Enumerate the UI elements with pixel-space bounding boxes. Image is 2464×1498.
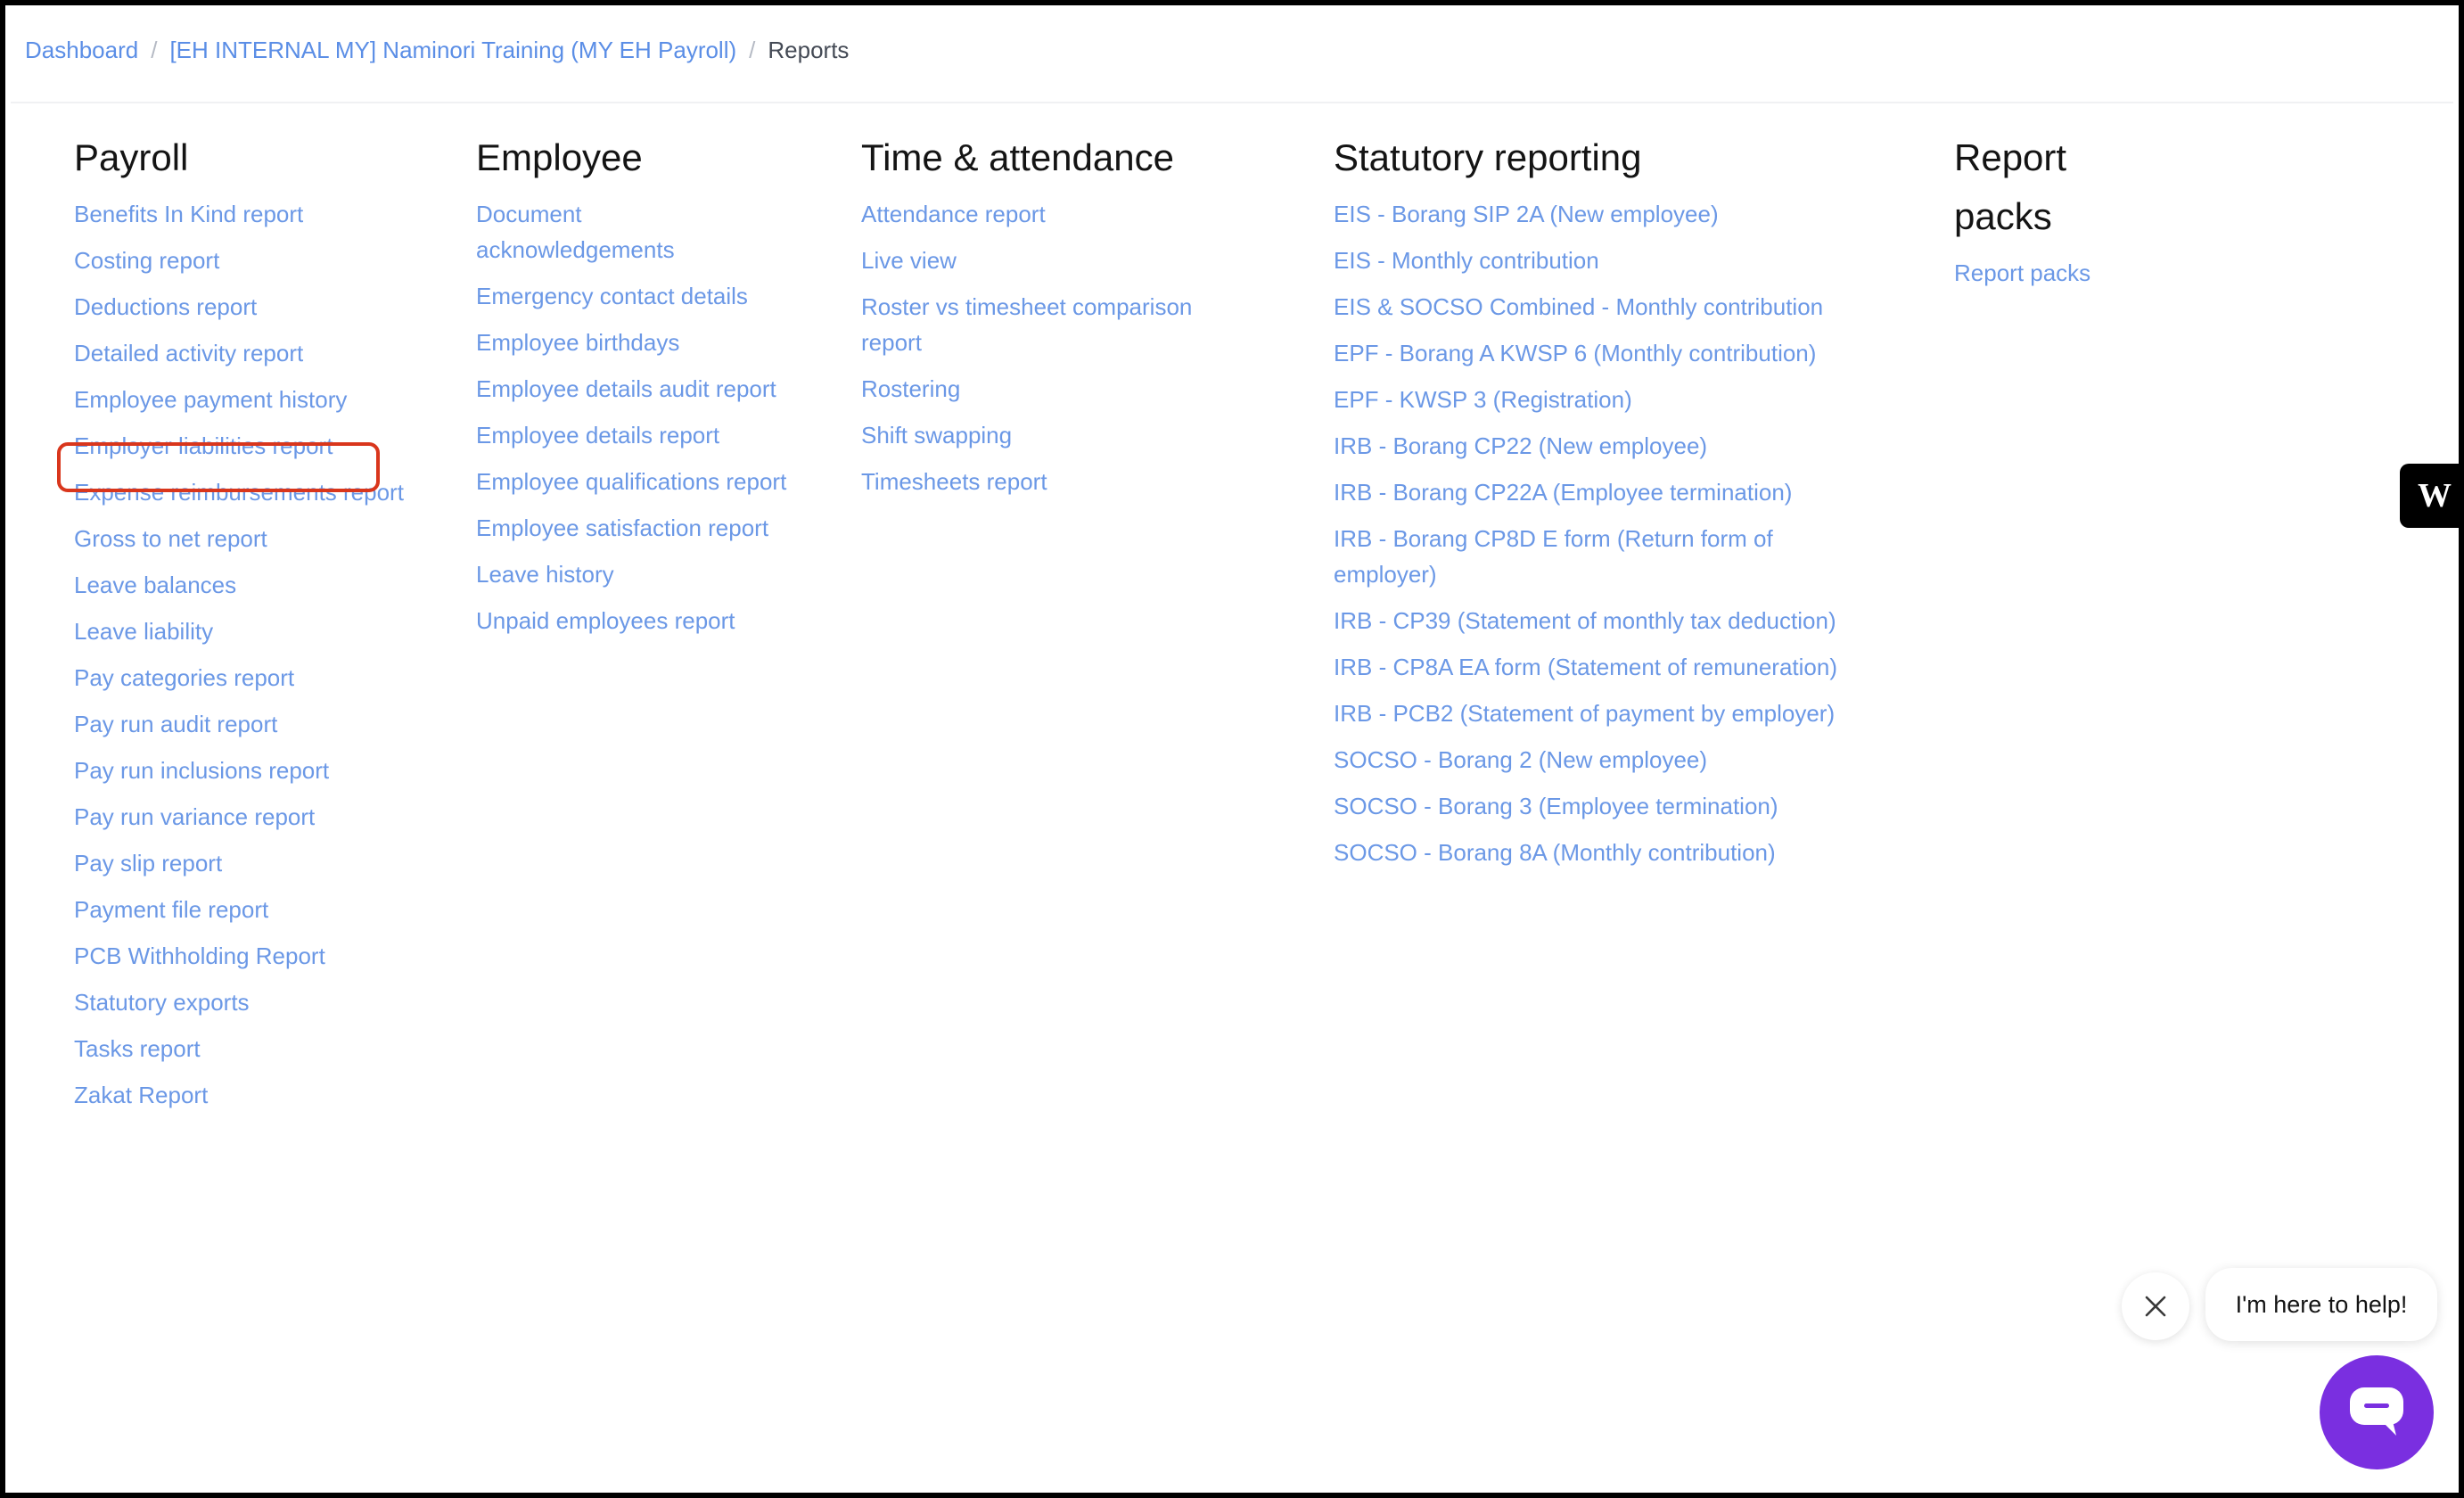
report-link[interactable]: IRB - Borang CP22 (New employee): [1334, 432, 1708, 459]
chat-launcher-button[interactable]: [2320, 1355, 2434, 1469]
payroll-link-list: [74, 196, 404, 1113]
report-link[interactable]: Roster vs timesheet comparison report: [861, 293, 1193, 356]
report-link[interactable]: SOCSO - Borang 8A (Monthly contribution): [1334, 839, 1776, 866]
report-link[interactable]: Costing report: [74, 247, 220, 274]
employee-heading: Employee: [476, 136, 643, 178]
report-link[interactable]: EIS - Monthly contribution: [1334, 247, 1599, 274]
time-attendance-column: [861, 128, 1253, 510]
report-link[interactable]: IRB - Borang CP22A (Employee termination): [1334, 479, 1793, 506]
report-link[interactable]: Pay run inclusions report: [74, 757, 330, 784]
payroll-heading: Payroll: [74, 136, 189, 178]
report-link[interactable]: Statutory exports: [74, 989, 250, 1016]
report-link[interactable]: Live view: [861, 247, 957, 274]
report-link[interactable]: SOCSO - Borang 2 (New employee): [1334, 746, 1708, 773]
report-link[interactable]: Benefits In Kind report: [74, 201, 304, 227]
brand-w-icon[interactable]: [2400, 464, 2464, 528]
help-message-text: I'm here to help!: [2235, 1290, 2408, 1318]
report-packs-link-list: [1954, 255, 2132, 291]
report-link[interactable]: Pay run variance report: [74, 803, 316, 830]
report-link[interactable]: Detailed activity report: [74, 340, 304, 366]
report-link[interactable]: EIS & SOCSO Combined - Monthly contribution: [1334, 293, 1824, 320]
report-link[interactable]: Unpaid employees report: [476, 607, 735, 634]
chat-close-button[interactable]: [2122, 1272, 2189, 1340]
report-link[interactable]: Employee details report: [476, 422, 720, 449]
breadcrumb-dashboard[interactable]: Dashboard: [25, 36, 139, 63]
report-link[interactable]: Employee satisfaction report: [476, 514, 769, 541]
report-packs-heading: Report packs: [1954, 136, 2067, 237]
employer-liabilities-report-link[interactable]: Employer liabilities report: [74, 432, 333, 459]
report-packs-column: [1954, 128, 2132, 301]
report-link[interactable]: Emergency contact details: [476, 283, 748, 309]
report-link[interactable]: Rostering: [861, 375, 961, 402]
report-link[interactable]: Deductions report: [74, 293, 258, 320]
report-link[interactable]: Leave history: [476, 561, 614, 588]
time-attendance-heading: Time & attendance: [861, 136, 1174, 178]
report-link[interactable]: Employee payment history: [74, 386, 348, 413]
breadcrumb-separator: /: [749, 36, 756, 63]
statutory-reporting-heading: Statutory reporting: [1334, 136, 1642, 178]
report-link[interactable]: SOCSO - Borang 3 (Employee termination): [1334, 793, 1778, 819]
report-link[interactable]: EPF - KWSP 3 (Registration): [1334, 386, 1632, 413]
report-link[interactable]: Gross to net report: [74, 525, 267, 552]
report-link[interactable]: IRB - CP39 (Statement of monthly tax deduction): [1334, 607, 1836, 634]
report-link[interactable]: Leave liability: [74, 618, 214, 645]
report-link[interactable]: IRB - PCB2 (Statement of payment by employer): [1334, 700, 1836, 727]
side-tab-label: W: [2418, 477, 2452, 514]
employee-link-list: [476, 196, 833, 638]
payroll-column: [74, 128, 404, 1124]
report-link[interactable]: Attendance report: [861, 201, 1046, 227]
report-link[interactable]: Zakat Report: [74, 1082, 209, 1108]
header-divider: [11, 102, 2453, 103]
statutory-reporting-column: [1334, 128, 1877, 881]
report-link[interactable]: Tasks report: [74, 1035, 201, 1062]
report-link[interactable]: Payment file report: [74, 896, 269, 923]
report-link[interactable]: Employee details audit report: [476, 375, 776, 402]
statutory-link-list: [1334, 196, 1877, 870]
report-link[interactable]: IRB - CP8A EA form (Statement of remuneration): [1334, 654, 1838, 680]
report-link[interactable]: Timesheets report: [861, 468, 1047, 495]
help-message-bubble[interactable]: [2205, 1268, 2437, 1341]
report-link[interactable]: Document acknowledgements: [476, 201, 675, 263]
breadcrumb-current: Reports: [768, 36, 850, 63]
employee-column: [476, 128, 833, 649]
chat-bubble-icon: [2348, 1386, 2405, 1439]
report-link[interactable]: Pay run audit report: [74, 711, 278, 737]
report-link[interactable]: Pay slip report: [74, 850, 223, 877]
report-link[interactable]: EIS - Borang SIP 2A (New employee): [1334, 201, 1719, 227]
time-attendance-link-list: [861, 196, 1253, 499]
report-link[interactable]: PCB Withholding Report: [74, 942, 325, 969]
breadcrumb-separator: /: [151, 36, 158, 63]
report-link[interactable]: Pay categories report: [74, 664, 295, 691]
report-link[interactable]: Employee qualifications report: [476, 468, 787, 495]
breadcrumb: [25, 32, 849, 68]
report-link[interactable]: Expense reimbursements report: [74, 479, 404, 506]
report-packs-link[interactable]: Report packs: [1954, 259, 2091, 286]
report-link[interactable]: Employee birthdays: [476, 329, 680, 356]
close-icon: [2143, 1294, 2168, 1319]
breadcrumb-business[interactable]: [EH INTERNAL MY] Naminori Training (MY EH Payroll): [169, 36, 737, 63]
report-link[interactable]: EPF - Borang A KWSP 6 (Monthly contribution): [1334, 340, 1817, 366]
report-link[interactable]: Leave balances: [74, 572, 237, 598]
report-link[interactable]: Shift swapping: [861, 422, 1013, 449]
report-link[interactable]: IRB - Borang CP8D E form (Return form of employer): [1334, 525, 1773, 588]
